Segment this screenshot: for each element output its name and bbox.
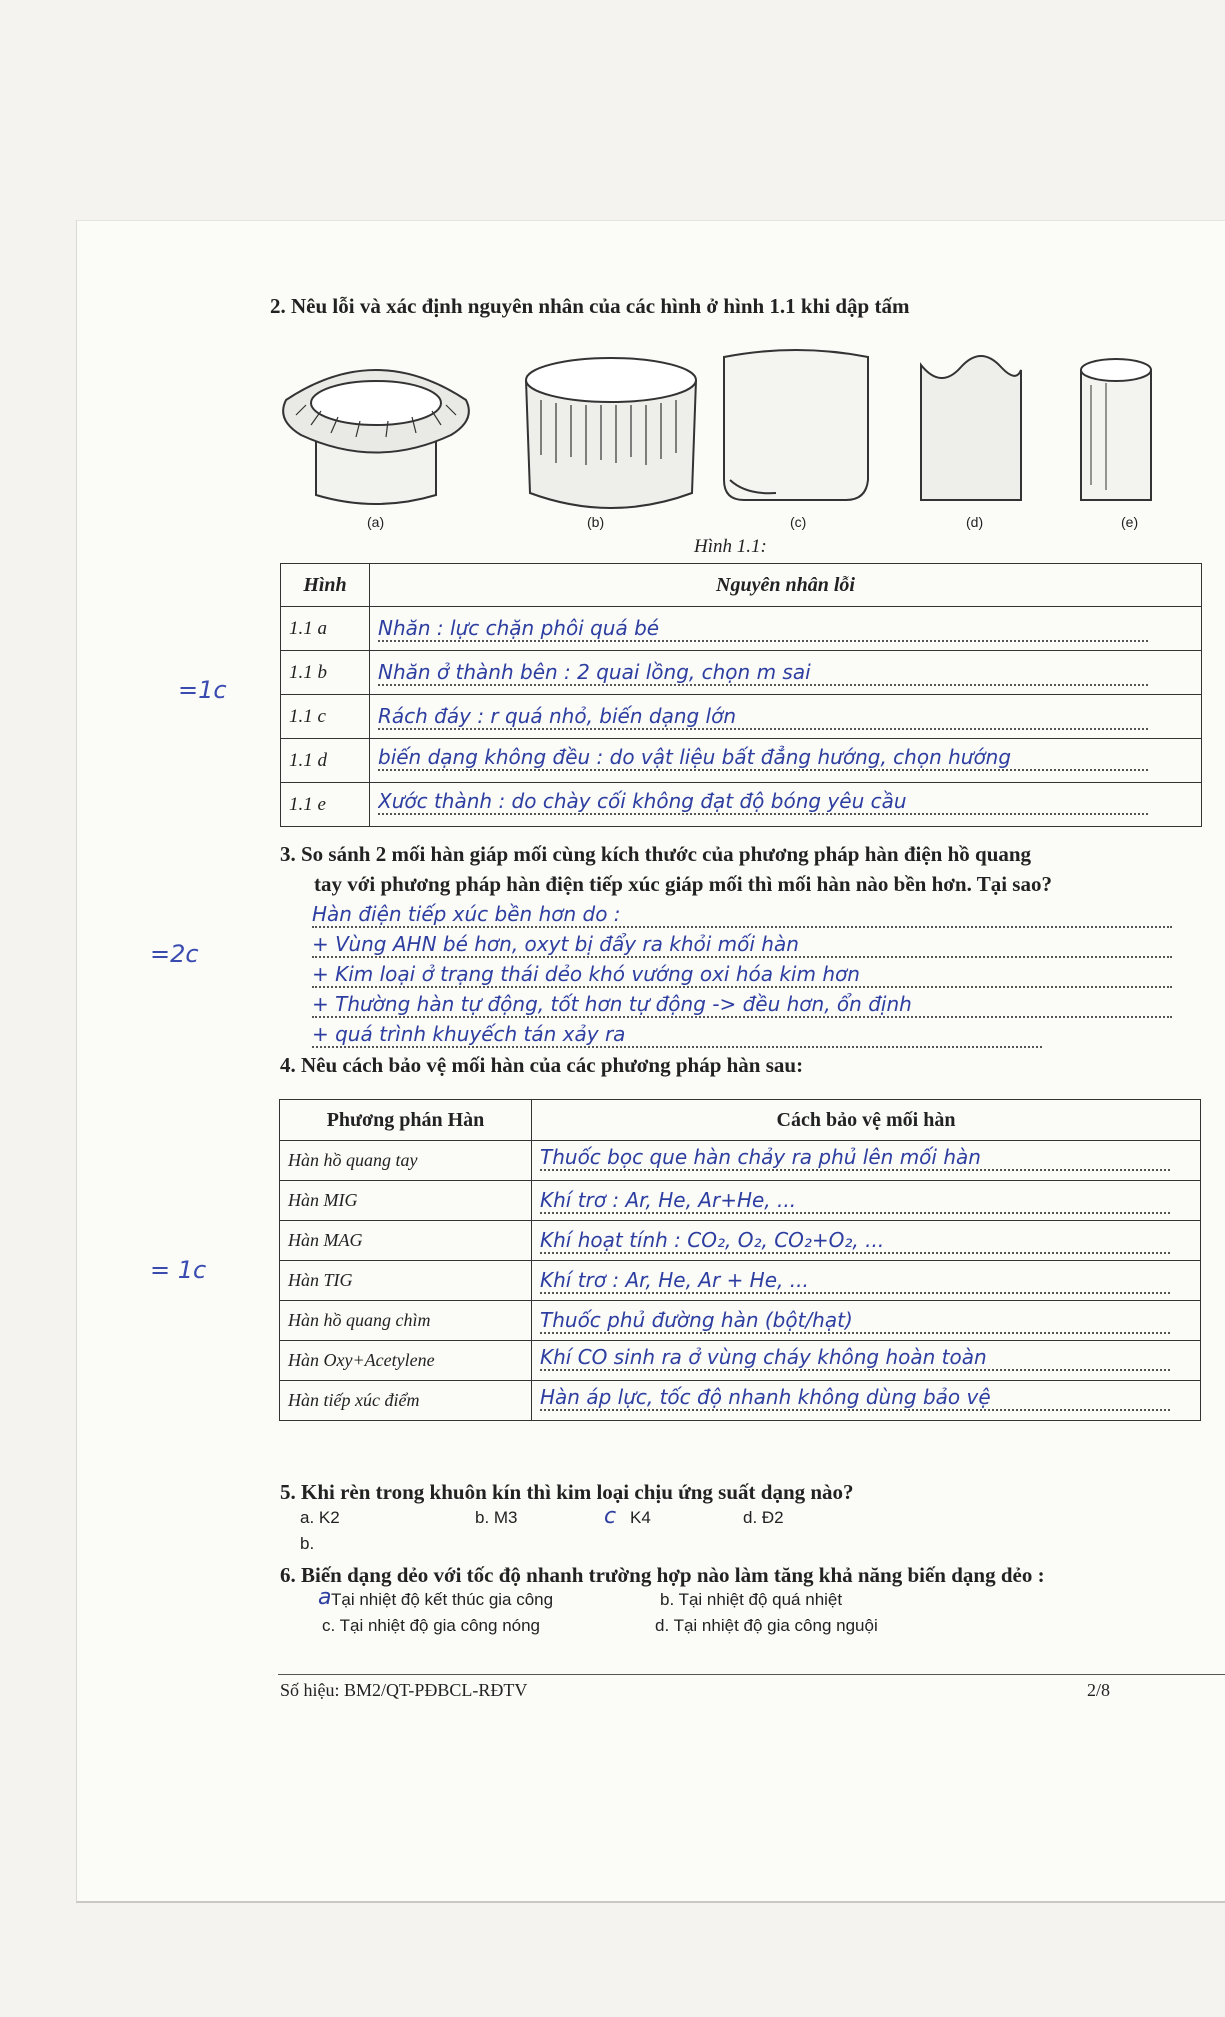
figure-d (921, 356, 1021, 500)
welding-table (279, 1099, 1201, 1421)
answer-1-1-a: Nhăn : lực chặn phôi quá bé (378, 616, 1148, 642)
method-label: Hàn hồ quang tay (280, 1141, 532, 1181)
answer-3-line1: Hàn điện tiếp xúc bền hơn do : (312, 902, 1172, 928)
answer-3-line4: + Thường hàn tự động, tốt hơn tự động -> đều hơn, ổn định (312, 992, 1172, 1018)
table-row (280, 1141, 1201, 1181)
row-label: 1.1 b (281, 651, 370, 695)
table-row (280, 1301, 1201, 1341)
figure-c (724, 350, 868, 500)
footer-code: Số hiệu: BM2/QT-PĐBCL-RĐTV (280, 1680, 528, 1700)
score-q2: =1c (178, 676, 227, 704)
figure-label-b: (b) (587, 514, 605, 530)
answer-4-row6: Khí CO sinh ra ở vùng cháy không hoàn toàn (540, 1345, 1170, 1371)
q6-option-b[interactable]: b. Tại nhiệt độ quá nhiệt (660, 1590, 843, 1609)
answer-1-1-c: Rách đáy : r quá nhỏ, biến dạng lớn (378, 704, 1148, 730)
footer-rule (278, 1674, 1225, 1675)
question-3-line1: 3. So sánh 2 mối hàn giáp mối cùng kích thước của phương pháp hàn điện hồ quang (280, 842, 1032, 866)
q5-option-c[interactable]: K4 (630, 1508, 651, 1527)
method-label: Hàn hồ quang chìm (280, 1301, 532, 1341)
q6-check-mark: a (318, 1585, 332, 1610)
col-header-method: Phương phán Hàn (280, 1100, 532, 1141)
question-4-text: 4. Nêu cách bảo vệ mối hàn của các phương pháp hàn sau: (280, 1053, 804, 1077)
method-label: Hàn TIG (280, 1261, 532, 1301)
q6-option-d[interactable]: d. Tại nhiệt độ gia công nguội (655, 1616, 878, 1635)
q5-extra-line: b. (300, 1534, 315, 1553)
table-row (280, 1341, 1201, 1381)
question-2-text: 2. Nêu lỗi và xác định nguyên nhân của các hình ở hình 1.1 khi dập tấm (270, 294, 910, 318)
figure-1-1 (276, 345, 1156, 530)
q6-option-a[interactable]: Tại nhiệt độ kết thúc gia công (331, 1590, 554, 1609)
answer-4-row5: Thuốc phủ đường hàn (bột/hạt) (540, 1308, 1170, 1334)
answer-1-1-d: biến dạng không đều : do vật liệu bất đẳng hướng, chọn hướng (378, 745, 1148, 771)
q5-check-mark: c (604, 1504, 617, 1529)
figure-caption: Hình 1.1: (694, 536, 767, 557)
table-row (281, 695, 1202, 739)
q6-option-c[interactable]: c. Tại nhiệt độ gia công nóng (322, 1616, 541, 1635)
defect-table (280, 563, 1202, 827)
page-number: 2/8 (1087, 1680, 1111, 1700)
answer-1-1-e: Xước thành : do chày cối không đạt độ bóng yêu cầu (378, 789, 1148, 815)
figure-label-e: (e) (1121, 514, 1139, 530)
answer-3-line2: + Vùng AHN bé hơn, oxyt bị đẩy ra khỏi mối hàn (312, 932, 1172, 958)
col-header-hinh: Hình (281, 564, 370, 607)
question-6-text: 6. Biến dạng dẻo với tốc độ nhanh trường hợp nào làm tăng khả năng biến dạng dẻo : (280, 1563, 1045, 1587)
row-label: 1.1 c (281, 695, 370, 739)
score-q4: = 1c (150, 1256, 207, 1284)
question-5-text: 5. Khi rèn trong khuôn kín thì kim loại chịu ứng suất dạng nào? (280, 1480, 854, 1504)
answer-4-row3: Khí hoạt tính : CO₂, O₂, CO₂+O₂, ... (540, 1228, 1170, 1254)
row-label: 1.1 e (281, 783, 370, 827)
answer-1-1-b: Nhăn ở thành bên : 2 quai lồng, chọn m sai (378, 660, 1148, 686)
score-q3: =2c (150, 940, 199, 968)
method-label: Hàn Oxy+Acetylene (280, 1341, 532, 1381)
table-row (281, 607, 1202, 651)
figure-label-c: (c) (790, 514, 807, 530)
answer-3-line3: + Kim loại ở trạng thái dẻo khó vướng oxi hóa kim hơn (312, 962, 1172, 988)
col-header-protection: Cách bảo vệ mối hàn (532, 1100, 1201, 1141)
q5-option-d[interactable]: d. Đ2 (743, 1508, 784, 1527)
col-header-nguyen-nhan: Nguyên nhân lỗi (370, 564, 1202, 607)
figure-e (1081, 359, 1151, 500)
answer-3-line5: + quá trình khuyếch tán xảy ra (312, 1022, 1042, 1048)
table-row (281, 651, 1202, 695)
row-label: 1.1 d (281, 739, 370, 783)
figure-a (283, 370, 469, 504)
q5-option-b[interactable]: b. M3 (475, 1508, 518, 1527)
table-row (280, 1221, 1201, 1261)
table-row (280, 1381, 1201, 1421)
table-row (281, 739, 1202, 783)
answer-4-row1: Thuốc bọc que hàn chảy ra phủ lên mối hàn (540, 1145, 1170, 1171)
answer-4-row7: Hàn áp lực, tốc độ nhanh không dùng bảo vệ (540, 1385, 1170, 1411)
table-row (280, 1261, 1201, 1301)
question-3-line2: tay với phương pháp hàn điện tiếp xúc giáp mối thì mối hàn nào bền hơn. Tại sao? (314, 872, 1052, 896)
answer-4-row4: Khí trơ : Ar, He, Ar + He, ... (540, 1268, 1170, 1294)
q5-option-a[interactable]: a. K2 (300, 1508, 340, 1527)
figure-label-d: (d) (966, 514, 984, 530)
figure-label-a: (a) (367, 514, 385, 530)
method-label: Hàn tiếp xúc điểm (280, 1381, 532, 1421)
table-row (281, 783, 1202, 827)
method-label: Hàn MIG (280, 1181, 532, 1221)
row-label: 1.1 a (281, 607, 370, 651)
table-row (280, 1181, 1201, 1221)
figure-b (526, 358, 696, 508)
method-label: Hàn MAG (280, 1221, 532, 1261)
answer-4-row2: Khí trơ : Ar, He, Ar+He, ... (540, 1188, 1170, 1214)
